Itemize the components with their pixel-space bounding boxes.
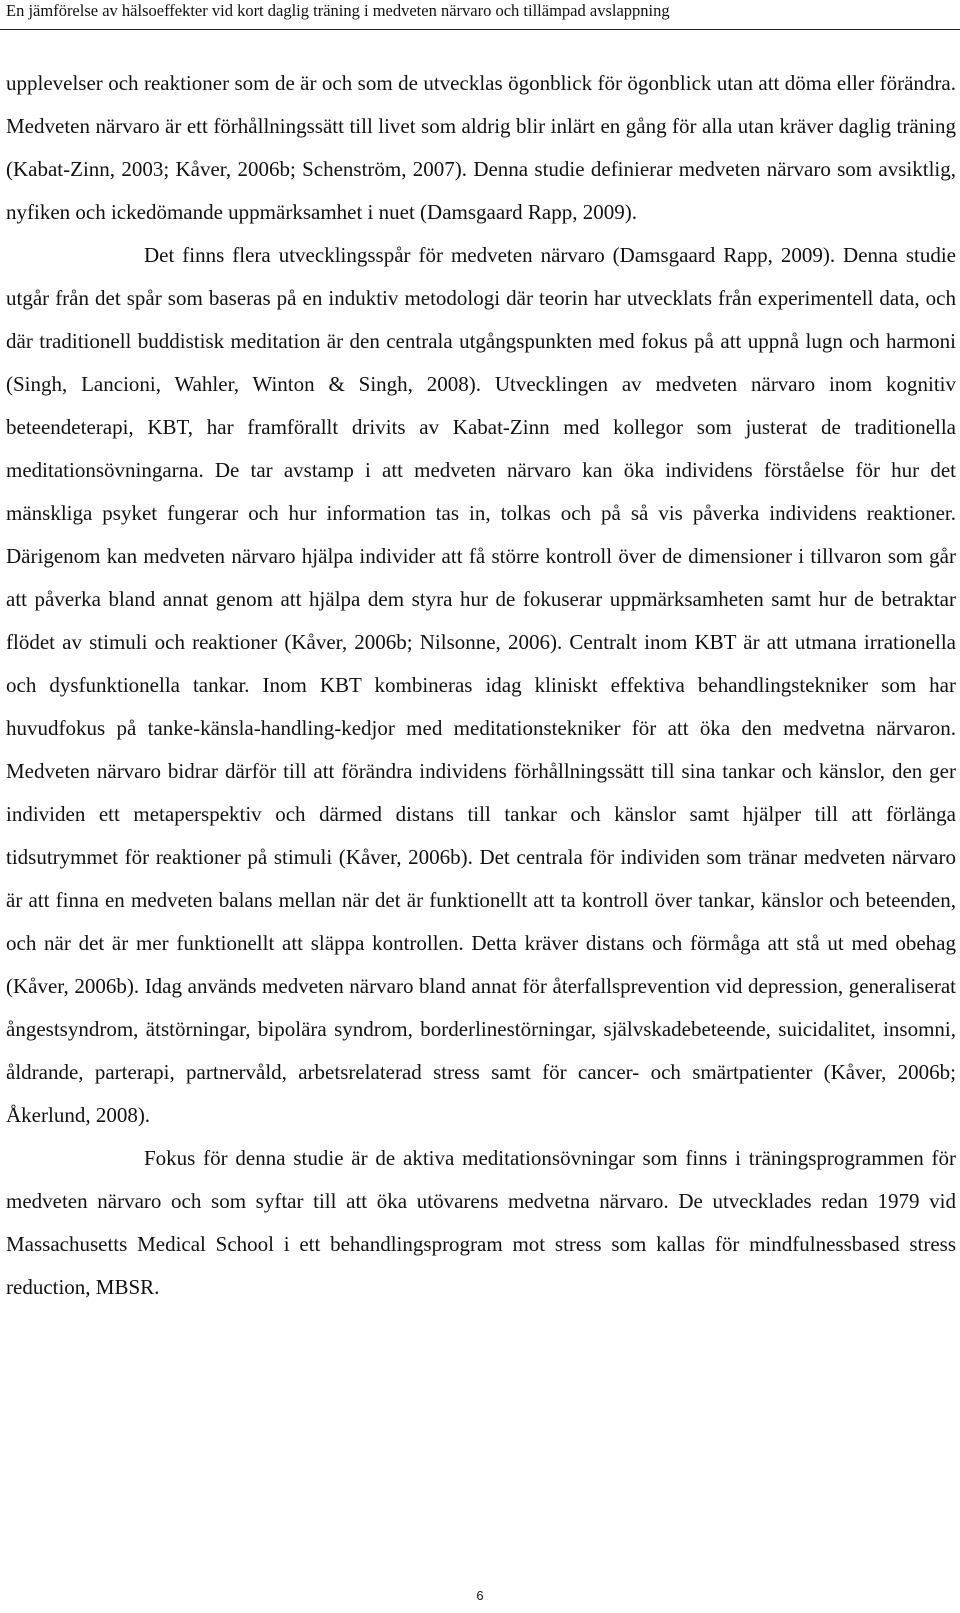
paragraph-study-focus: Fokus för denna studie är de aktiva meditationsövningar som finns i träningsprogrammen för medveten närvaro och som syftar till att öka utövarens medvetna närvaro. De utvecklades redan 1979 vid Massachusetts Medical School i ett behandlingsprogram mot stress som kallas för mindfulnessbased stress reduction, MBSR. <box>6 1146 956 1299</box>
running-title: En jämförelse av hälsoeffekter vid kort daglig träning i medveten närvaro och tillämpad avslappning <box>6 1 670 20</box>
paragraph-continuation: upplevelser och reaktioner som de är och som de utvecklas ögonblick för ögonblick utan att döma eller förändra. Medveten närvaro är ett förhållningssätt till livet som aldrig blir inlärt en gång för alla utan kräver daglig träning (Kabat-Zinn, 2003; Kåver, 2006b; Schenström, 2007). Denna studie definierar medveten närvaro som avsiktlig, nyfiken och ickedömande uppmärksamhet i nuet (Damsgaard Rapp, 2009). <box>6 71 956 224</box>
document-body <box>6 62 956 1309</box>
running-header <box>0 0 960 30</box>
page-number: 6 <box>476 1588 484 1603</box>
paragraph-development-tracks: Det finns flera utvecklingsspår för medveten närvaro (Damsgaard Rapp, 2009). Denna studie utgår från det spår som baseras på en induktiv metodologi där teorin har utvecklats från experimentell data, och där traditionell buddistisk meditation är den centrala utgångspunkten med fokus på att uppnå lugn och harmoni (Singh, Lancioni, Wahler, Winton & Singh, 2008). Utvecklingen av medveten närvaro inom kognitiv beteendeterapi, KBT, har framförallt drivits av Kabat-Zinn med kollegor som justerat de traditionella meditationsövningarna. De tar avstamp i att medveten närvaro kan öka individens förståelse för hur det mänskliga psyket fungerar och hur information tas in, tolkas och på så vis påverka individens reaktioner. Därigenom kan medveten närvaro hjälpa individer att få större kontroll över de dimensioner i tillvaron som går att påverka bland annat genom att hjälpa dem styra hur de fokuserar uppmärksamheten samt hur de betraktar flödet av stimuli och reaktioner (Kåver, 2006b; Nilsonne, 2006). Centralt inom KBT är att utmana irrationella och dysfunktionella tankar. Inom KBT kombineras idag kliniskt effektiva behandlingstekniker som har huvudfokus på tanke-känsla-handling-kedjor med meditationstekniker för att öka den medvetna närvaron. Medveten närvaro bidrar därför till att förändra individens förhållningssätt till sina tankar och känslor, den ger individen ett metaperspektiv och därmed distans till tankar och känslor samt hjälper till att förlänga tidsutrymmet för reaktioner på stimuli (Kåver, 2006b). Det centrala för individen som tränar medveten närvaro är att finna en medveten balans mellan när det är funktionellt att ta kontroll över tankar, känslor och beteenden, och när det är mer funktionellt att släppa kontrollen. Detta kräver distans och förmåga att stå ut med obehag (Kåver, 2006b). Idag används medveten närvaro bland annat för återfallsprevention vid depression, generaliserat ångestsyndrom, ätstörningar, bipolära syndrom, borderlinestörningar, självskadebeteende, suicidalitet, insomni, åldrande, parterapi, partnervåld, arbetsrelaterad stress samt för cancer- och smärtpatienter (Kåver, 2006b; Åkerlund, 2008). <box>6 243 956 1127</box>
